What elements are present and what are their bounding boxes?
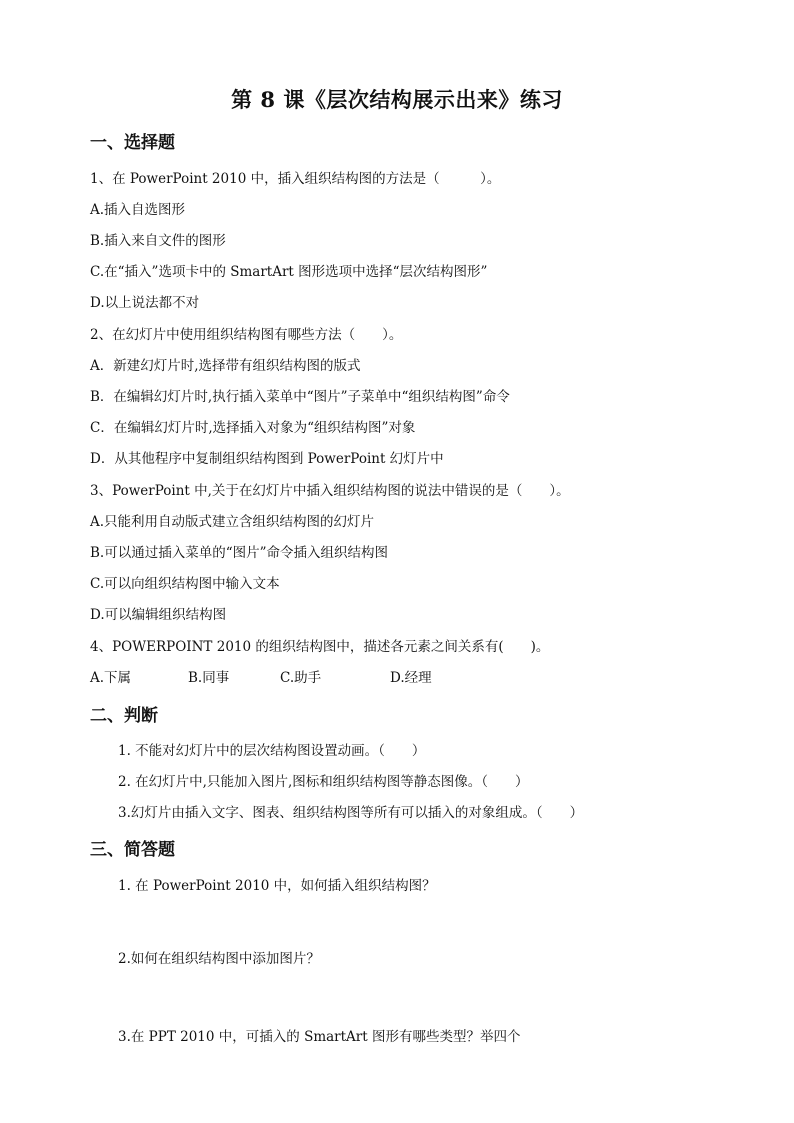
q3-option-a: A.只能利用自动版式建立含组织结构图的幻灯片 xyxy=(90,514,375,530)
q3-option-c: C.可以向组织结构图中输入文本 xyxy=(90,576,280,592)
q3-stem: 3、PowerPoint 中,关于在幻灯片中插入组织结构图的说法中错误的是（ ）。 xyxy=(90,483,570,499)
q4-option-a: A.下属 xyxy=(90,670,132,686)
q2-option-c: C．在编辑幻灯片时,选择插入对象为“组织结构图”对象 xyxy=(90,420,416,436)
q1-option-d: D.以上说法都不对 xyxy=(90,295,200,311)
section-heading-short-answer: 三、简答题 xyxy=(90,840,175,860)
q1-option-c: C.在“插入”选项卡中的 SmartArt 图形选项中选择“层次结构图形” xyxy=(90,264,488,280)
judge-item-1: 1. 不能对幻灯片中的层次结构图设置动画。（ ） xyxy=(118,743,426,759)
q2-stem: 2、在幻灯片中使用组织结构图有哪些方法（ ）。 xyxy=(90,327,403,343)
q4-options xyxy=(90,666,432,686)
page-title: 第 8 课《层次结构展示出来》练习 xyxy=(231,87,563,112)
short-answer-item-2: 2.如何在组织结构图中添加图片？ xyxy=(118,951,320,967)
q1-stem: 1、在 PowerPoint 2010 中，插入组织结构图的方法是（ ）。 xyxy=(90,171,501,187)
section-heading-judge: 二、判断 xyxy=(90,706,158,726)
q3-option-b: B.可以通过插入菜单的“图片”命令插入组织结构图 xyxy=(90,545,389,561)
q1-option-a: A.插入自选图形 xyxy=(90,202,186,218)
q3-option-d: D.可以编辑组织结构图 xyxy=(90,607,227,623)
section-heading-choice: 一、选择题 xyxy=(90,133,175,153)
q4-option-d: D.经理 xyxy=(390,670,432,686)
q1-option-b: B.插入来自文件的图形 xyxy=(90,233,226,249)
judge-item-2: 2. 在幻灯片中,只能加入图片,图标和组织结构图等静态图像。（ ） xyxy=(118,774,529,790)
q2-option-b: B．在编辑幻灯片时,执行插入菜单中“图片”子菜单中“组织结构图”命令 xyxy=(90,389,510,405)
q4-option-c: C.助手 xyxy=(280,670,322,686)
q4-option-b: B.同事 xyxy=(188,670,230,686)
q2-option-a: A．新建幻灯片时,选择带有组织结构图的版式 xyxy=(90,358,361,374)
short-answer-item-3: 3.在 PPT 2010 中，可插入的 SmartArt 图形有哪些类型？举四个 xyxy=(118,1029,521,1045)
q4-stem: 4、POWERPOINT 2010 的组织结构图中，描述各元素之间关系有( )。 xyxy=(90,639,550,655)
q2-option-d: D．从其他程序中复制组织结构图到 PowerPoint 幻灯片中 xyxy=(90,451,444,467)
short-answer-item-1: 1. 在 PowerPoint 2010 中，如何插入组织结构图？ xyxy=(118,878,436,894)
judge-item-3: 3.幻灯片由插入文字、图表、组织结构图等所有可以插入的对象组成。（ ） xyxy=(118,805,584,821)
